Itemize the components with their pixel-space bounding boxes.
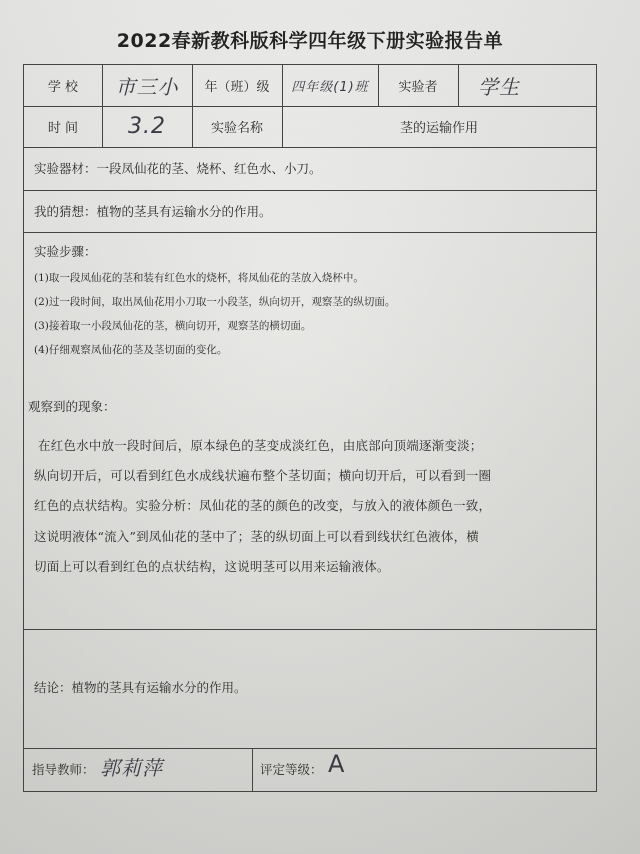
row-divider xyxy=(24,147,596,148)
row-divider xyxy=(24,190,596,191)
school-value: 市三小 xyxy=(115,75,179,99)
step-item: (1)取一段凤仙花的茎和装有红色水的烧杯，将凤仙花的茎放入烧杯中。 xyxy=(34,272,364,284)
experiment-name-value: 茎的运输作用 xyxy=(399,121,478,136)
observation-line: 在红色水中放一段时间后，原本绿色的茎变成淡红色，由底部向顶端逐渐变淡； xyxy=(38,438,483,453)
equipment-text: 实验器材：一段凤仙花的茎、烧杯、红色水、小刀。 xyxy=(34,161,322,176)
grade-class-value: 四年级(1)班 xyxy=(291,80,369,95)
teacher-label: 指导教师： xyxy=(32,762,95,777)
observation-line: 切面上可以看到红色的点状结构，这说明茎可以用来运输液体。 xyxy=(34,559,390,574)
row-divider xyxy=(24,629,596,630)
step-item: (3)接着取一小段凤仙花的茎，横向切开，观察茎的横切面。 xyxy=(34,320,312,332)
school-label: 学 校 xyxy=(47,80,79,95)
observation-line: 红色的点状结构。实验分析：凤仙花的茎的颜色的改变，与放入的液体颜色一致， xyxy=(34,498,492,513)
evaluation-label: 评定等级： xyxy=(260,762,323,777)
experimenter-value: 学生 xyxy=(478,75,520,99)
page-title: 2022春新教科版科学四年级下册实验报告单 xyxy=(116,30,504,52)
steps-heading: 实验步骤： xyxy=(34,244,97,259)
row-divider xyxy=(24,232,596,233)
hypothesis-text: 我的猜想：植物的茎具有运输水分的作用。 xyxy=(34,204,272,219)
step-item: (4)仔细观察凤仙花的茎及茎切面的变化。 xyxy=(34,344,228,356)
time-value: 3.2 xyxy=(128,114,166,139)
teacher-signature: 郭莉萍 xyxy=(100,756,163,780)
conclusion-text: 结论：植物的茎具有运输水分的作用。 xyxy=(34,680,247,695)
observation-line: 纵向切开后，可以看到红色水成线状遍布整个茎切面；横向切开后，可以看到一圈 xyxy=(34,468,492,483)
observation-heading: 观察到的现象： xyxy=(28,399,116,414)
experiment-name-label: 实验名称 xyxy=(210,121,263,136)
grade-class-label: 年（班）级 xyxy=(204,80,270,95)
observation-line: 这说明液体“流入”到凤仙花的茎中了；茎的纵切面上可以看到线状红色液体，横 xyxy=(34,529,479,544)
row-divider xyxy=(24,748,596,749)
time-label: 时 间 xyxy=(47,121,79,136)
step-item: (2)过一段时间，取出凤仙花用小刀取一小段茎，纵向切开，观察茎的纵切面。 xyxy=(34,296,396,308)
evaluation-grade: A xyxy=(328,750,346,778)
col-divider xyxy=(252,748,253,791)
experimenter-label: 实验者 xyxy=(398,80,438,95)
